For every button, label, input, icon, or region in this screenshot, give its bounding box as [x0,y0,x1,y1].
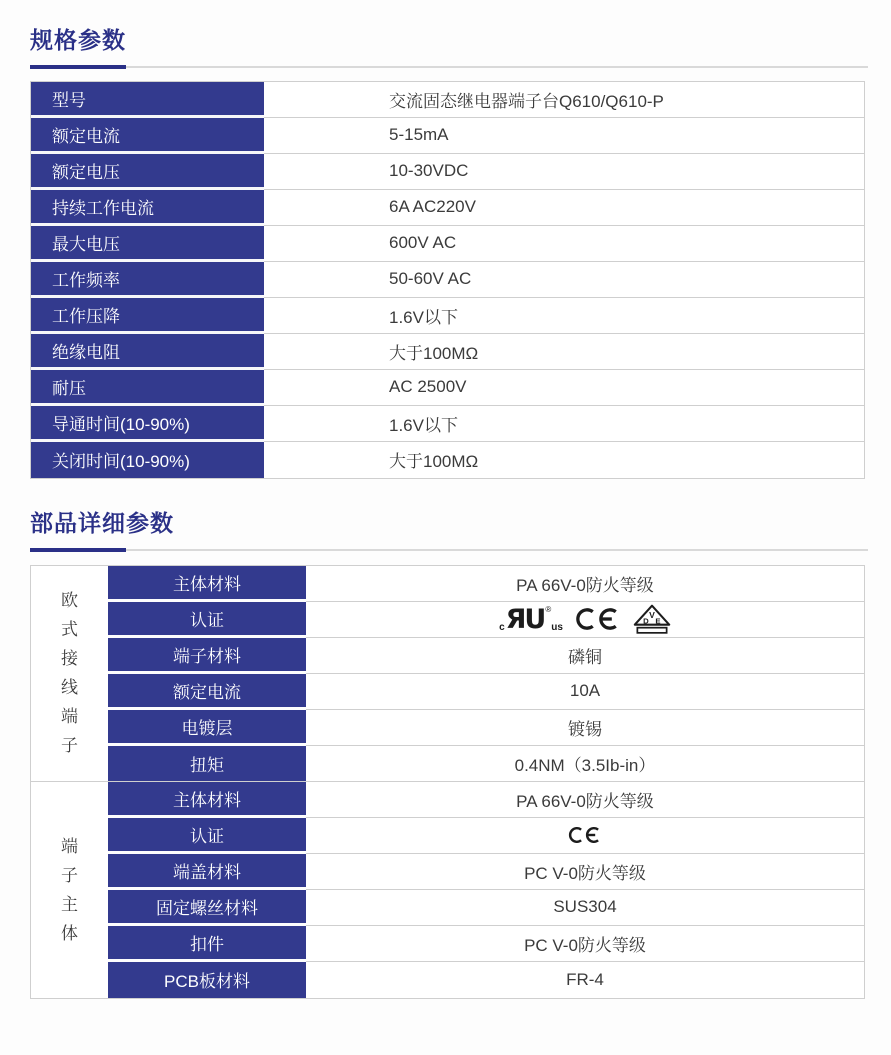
detail-row-value: PC V-0防火等级 [306,926,864,962]
spec-row-value: AC 2500V [264,370,864,406]
spec-row-value: 1.6V以下 [264,406,864,442]
spec-row-value: 1.6V以下 [264,298,864,334]
detail-row-label: 端子材料 [108,638,306,674]
spec-row-label: 型号 [31,82,264,118]
spec-row-label: 持续工作电流 [31,190,264,226]
spec-row-label: 额定电流 [31,118,264,154]
detail-row-value: 0.4NM（3.5Ib-in） [306,746,864,782]
detail-row-label: PCB板材料 [108,962,306,998]
spec-row-label: 导通时间(10-90%) [31,406,264,442]
spec-row-label: 关闭时间(10-90%) [31,442,264,478]
detail-row-value: PA 66V-0防火等级 [306,566,864,602]
vde-mark-icon [633,604,671,635]
detail-row-value: PC V-0防火等级 [306,854,864,890]
spec-row-label: 额定电压 [31,154,264,190]
detail-row-label: 额定电流 [108,674,306,710]
spec-row-value: 50-60V AC [264,262,864,298]
svg-text:E: E [655,615,661,625]
detail-row-value: SUS304 [306,890,864,926]
certification-icons-cell [306,818,864,854]
detail-row-value: 10A [306,674,864,710]
detail-row-label: 认证 [108,818,306,854]
detail-row-label: 固定螺丝材料 [108,890,306,926]
spec-row-label: 耐压 [31,370,264,406]
spec-row-value: 10-30VDC [264,154,864,190]
spec-row-value: 交流固态继电器端子台Q610/Q610-P [264,82,864,118]
detail-table [30,565,865,999]
spec-table [30,81,865,479]
svg-text:V: V [649,609,655,620]
detail-row-value: 磷铜 [306,638,864,674]
cULus-mark-icon: c ЯU ® us [499,603,563,635]
spec-row-value: 6A AC220V [264,190,864,226]
detail-row-label: 主体材料 [108,566,306,602]
spec-row-label: 工作频率 [31,262,264,298]
section-title-specs: 规格参数 [30,27,126,53]
svg-text:D: D [643,615,649,625]
title-underline [30,66,868,68]
ce-mark-icon [568,825,602,845]
title-underline [30,549,868,551]
title-underline-accent [30,65,126,69]
cert-strip [568,825,602,845]
detail-row-label: 端盖材料 [108,854,306,890]
group-name-vertical: 端子主体 [61,836,78,943]
detail-row-label: 电镀层 [108,710,306,746]
title-underline-accent [30,548,126,552]
spec-row-value: 大于100MΩ [264,442,864,478]
detail-row-value: FR-4 [306,962,864,998]
detail-row-label: 扣件 [108,926,306,962]
spec-row-value: 大于100MΩ [264,334,864,370]
spec-row-label: 绝缘电阻 [31,334,264,370]
group-header-terminal-body [31,782,108,998]
section-title-details: 部品详细参数 [30,509,174,536]
group-name-vertical: 欧式接线端子 [61,591,78,755]
spec-row-value: 5-15mA [264,118,864,154]
detail-row-label: 主体材料 [108,782,306,818]
cert-strip [499,604,671,635]
group-header-euro-terminal [31,566,108,782]
certification-icons-cell [306,602,864,638]
detail-row-value: PA 66V-0防火等级 [306,782,864,818]
spec-row-label: 最大电压 [31,226,264,262]
ce-mark-icon [575,606,621,632]
detail-row-label: 扭矩 [108,746,306,782]
spec-row-label: 工作压降 [31,298,264,334]
detail-row-value: 镀锡 [306,710,864,746]
detail-row-label: 认证 [108,602,306,638]
spec-row-value: 600V AC [264,226,864,262]
